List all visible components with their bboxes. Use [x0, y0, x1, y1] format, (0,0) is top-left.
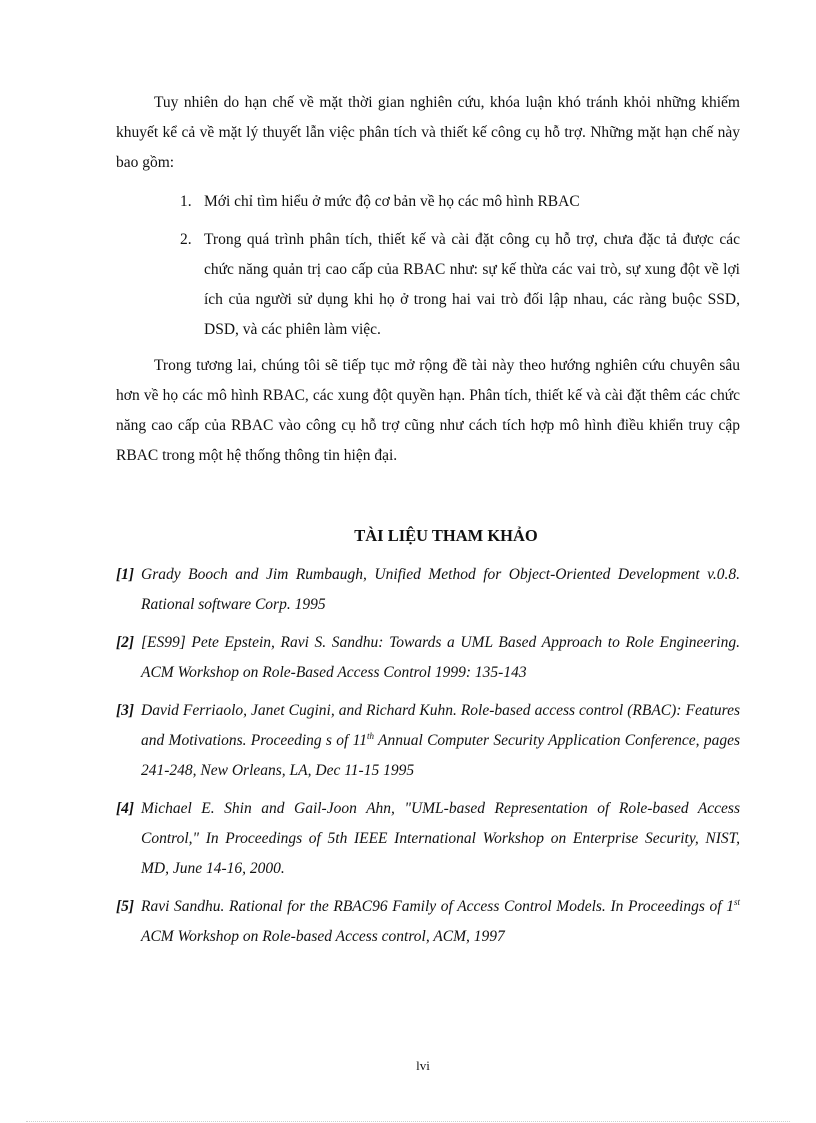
future-paragraph: Trong tương lai, chúng tôi sẽ tiếp tục mở rộng đề tài này theo hướng nghiên cứu chuyên sâu hơn về họ các mô hình RBAC, các xung đột quyền hạn. Phân tích, thiết kế và cài đặt thêm các chức năng cao cấp của RBAC vào công cụ hỗ trợ cũng như cách tích hợp mô hình điều khiển truy cập RBAC trong một hệ thống thông tin hiện đại.	[116, 357, 740, 464]
reference-text: Michael E. Shin and Gail-Joon Ahn, "UML-based Representation of Role-based Access Control," In Proceedings of 5th IEEE International Workshop on Enterprise Security, NIST, MD, June 14-16, 2000.	[141, 800, 740, 877]
reference-text-continued: ACM Workshop on Role-based Access control, ACM, 1997	[141, 928, 505, 945]
reference-number: [2]	[116, 634, 135, 651]
reference-number: [5]	[116, 898, 135, 915]
list-item	[116, 187, 740, 217]
reference-superscript: st	[733, 896, 740, 907]
list-item-text: Trong quá trình phân tích, thiết kế và cài đặt công cụ hỗ trợ, chưa đặc tả được các chức năng quản trị cao cấp của RBAC như: sự kế thừa các vai trò, sự xung đột về lợi ích của người sử dụng khi họ ở trong hai vai trò đối lập nhau, các ràng buộc SSD, DSD, và các phiên làm việc.	[204, 231, 740, 338]
list-item-number: 2.	[180, 231, 192, 248]
intro-paragraph: Tuy nhiên do hạn chế về mặt thời gian nghiên cứu, khóa luận khó tránh khỏi những khiếm khuyết kể cả về mặt lý thuyết lẫn việc phân tích và thiết kế công cụ hỗ trợ. Những mặt hạn chế này bao gồm:	[116, 94, 740, 171]
list-item-number: 1.	[180, 193, 192, 210]
reference-item	[116, 628, 740, 688]
reference-text: Grady Booch and Jim Rumbaugh, Unified Method for Object-Oriented Development v.0.8. Rational software Corp. 1995	[141, 566, 740, 613]
reference-superscript: th	[366, 730, 374, 741]
limitations-list	[116, 187, 740, 345]
list-item	[116, 225, 740, 345]
reference-item	[116, 794, 740, 884]
reference-text: David Ferriaolo, Janet Cugini, and Richard Kuhn. Role-based access control (RBAC): Features and Motivations. Proceeding s of 11	[141, 702, 740, 749]
references-heading: TÀI LIỆU THAM KHẢO	[354, 526, 538, 545]
reference-number: [4]	[116, 800, 135, 817]
reference-item	[116, 696, 740, 786]
list-item-text: Mới chỉ tìm hiểu ở mức độ cơ bản về họ các mô hình RBAC	[204, 193, 580, 210]
reference-item	[116, 560, 740, 620]
reference-text: [ES99] Pete Epstein, Ravi S. Sandhu: Towards a UML Based Approach to Role Engineering. ACM Workshop on Role-Based Access Control 1999: 135-143	[141, 634, 740, 681]
page-bottom-border	[26, 1121, 790, 1122]
reference-text-continued: Annual Computer Security Application Conference, pages 241-248, New Orleans, LA, Dec 11-15 1995	[141, 732, 740, 779]
reference-item	[116, 892, 740, 952]
references-list	[116, 560, 740, 960]
reference-number: [1]	[116, 566, 135, 583]
reference-number: [3]	[116, 702, 135, 719]
reference-text: Ravi Sandhu. Rational for the RBAC96 Family of Access Control Models. In Proceedings of 1	[141, 898, 734, 915]
page-number: lvi	[416, 1058, 430, 1073]
